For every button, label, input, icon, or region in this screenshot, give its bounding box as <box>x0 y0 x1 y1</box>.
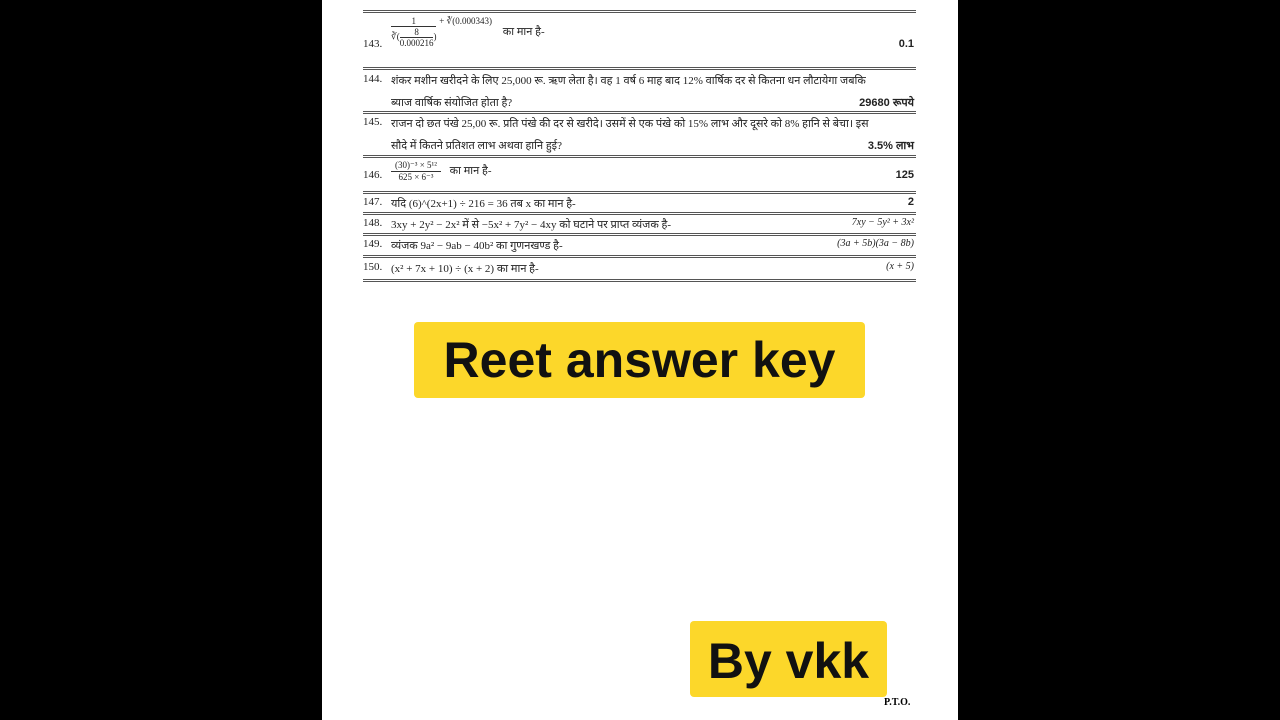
question-text: का मान है- <box>502 25 545 38</box>
plus-term: + ∛(0.000343) <box>439 16 493 26</box>
answer: (x + 5) <box>886 261 914 272</box>
overlay-author: By vkk <box>690 621 887 697</box>
question-number: 148. <box>363 217 383 229</box>
pto-label: P.T.O. <box>884 697 911 708</box>
divider <box>363 212 916 215</box>
answer: 7xy − 5y² + 3x² <box>851 217 914 228</box>
question-number: 149. <box>363 238 383 250</box>
answer: 125 <box>895 169 914 181</box>
divider <box>363 233 916 236</box>
divider <box>363 191 916 194</box>
fraction <box>391 160 441 183</box>
fraction: 1 ∛( $\frac{8}{0.000216}$ ) <box>391 16 437 48</box>
answer: 29680 रूपये <box>859 97 914 109</box>
question-number: 143. <box>363 38 383 50</box>
divider <box>363 279 916 282</box>
answer: 3.5% लाभ <box>867 140 914 152</box>
question-text: का मान है- <box>449 165 492 178</box>
question-text: (x² + 7x + 10) ÷ (x + 2) का मान है- <box>391 263 539 275</box>
overlay-title: Reet answer key <box>414 322 865 398</box>
question-text-line2: सौदे में कितने प्रतिशत लाभ अथवा हानि हुई? <box>391 140 562 152</box>
question-text-line2: ब्याज वार्षिक संयोजित होता है? <box>391 97 513 109</box>
answer: 2 <box>907 196 914 208</box>
question-text: यदि (6)^(2x+1) ÷ 216 = 36 तब x का मान है- <box>391 198 576 210</box>
question-number: 147. <box>363 196 383 208</box>
question-text: व्यंजक 9a² − 9ab − 40b² का गुणनखण्ड है- <box>391 240 563 252</box>
divider <box>363 155 916 158</box>
question-text: 3xy + 2y² − 2x² में से −5x² + 7y² − 4xy को घटाने पर प्राप्त व्यंजक है- <box>391 219 672 231</box>
question-text: शंकर मशीन खरीदने के लिए 25,000 रू. ऋण लेता है। वह 1 वर्ष 6 माह बाद 12% वार्षिक दर से कितना धन लौटायेगा जबकि <box>391 75 866 87</box>
question-number: 145. <box>363 116 383 128</box>
question-143 <box>363 16 916 66</box>
root-denominator: 0.000216 <box>399 38 434 48</box>
divider <box>363 67 916 70</box>
numerator: 1 <box>391 16 436 27</box>
question-number: 146. <box>363 169 383 181</box>
answer: (3a + 5b)(3a − 8b) <box>837 238 914 249</box>
numerator: (30)⁻³ × 5¹² <box>391 160 441 172</box>
denominator: 625 × 6⁻³ <box>398 172 434 182</box>
question-number: 150. <box>363 261 383 273</box>
divider <box>363 255 916 258</box>
question-text: राजन दो छत पंखे 25,00 रू. प्रति पंखे की दर से खरीदे। उसमें से एक पंखे को 15% लाभ और दूसरे को 8% हानि से बेचा। इस <box>391 118 869 130</box>
question-number: 144. <box>363 73 383 85</box>
divider <box>363 10 916 13</box>
root-numerator: 8 <box>400 27 434 38</box>
answer: 0.1 <box>898 38 914 50</box>
divider <box>363 111 916 114</box>
